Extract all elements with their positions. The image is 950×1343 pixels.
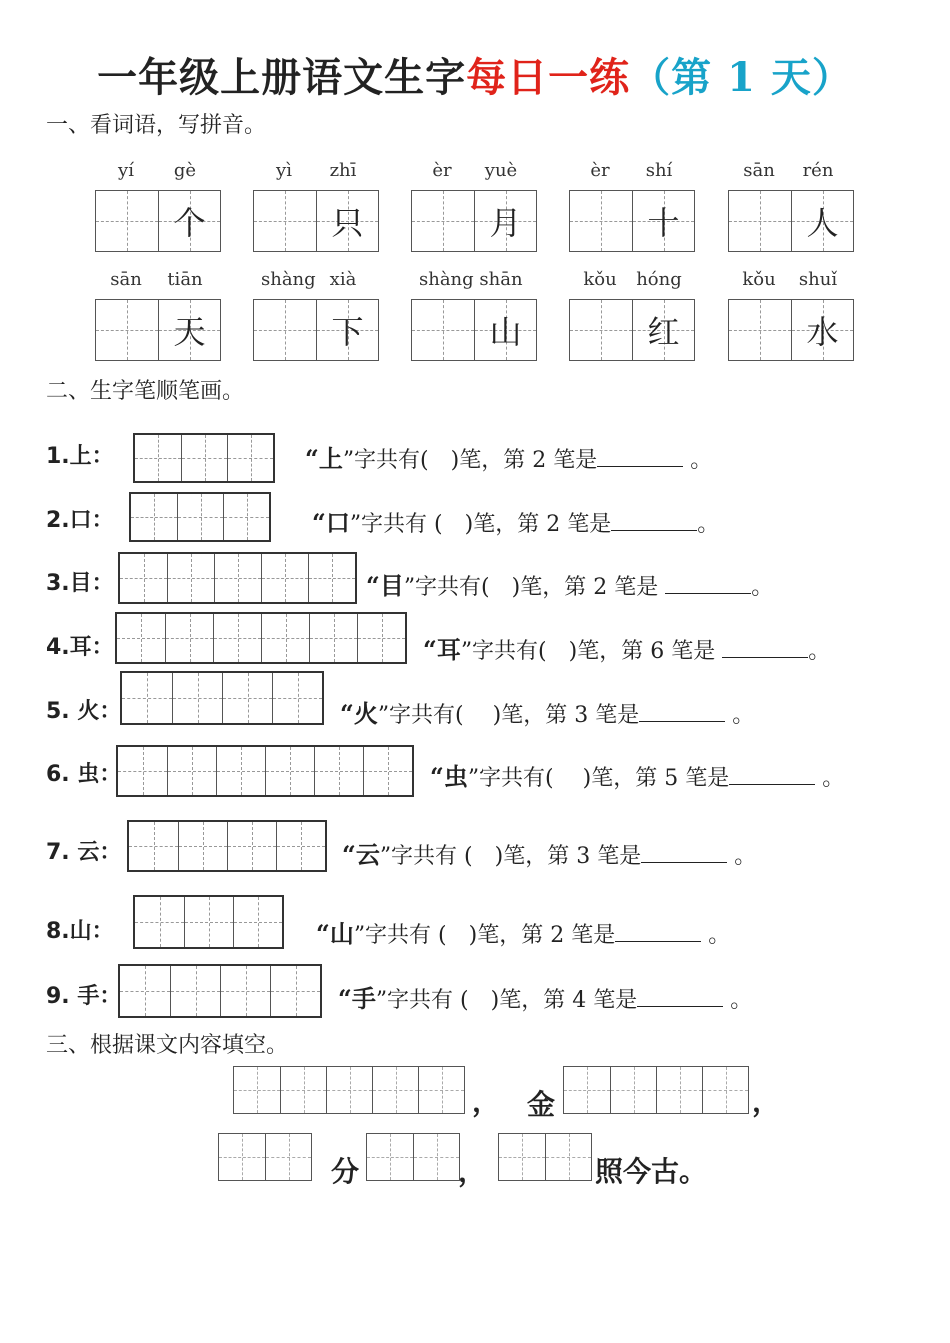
writing-box[interactable]: [728, 190, 854, 252]
pinyin: shān: [479, 269, 523, 290]
guide-line: [437, 1134, 438, 1180]
grid-cell[interactable]: [276, 822, 325, 870]
pinyin: èr: [432, 160, 452, 181]
comma: ，: [458, 1155, 487, 1188]
pinyin: yuè: [484, 160, 518, 181]
char-cell: [316, 300, 378, 360]
blank-cell[interactable]: [254, 191, 316, 251]
guide-line: [396, 1067, 397, 1113]
stroke-grid[interactable]: [133, 433, 275, 483]
comma: ，: [752, 1085, 781, 1118]
guide-line: [601, 191, 602, 251]
question-end: 。: [683, 448, 713, 473]
question-mid: ”字共有( )笔，第 2 笔是: [342, 448, 598, 473]
stroke-grid[interactable]: [127, 820, 327, 872]
question-mid: ”字共有 ( )笔，第 2 笔是: [349, 512, 612, 537]
guide-line: [304, 1067, 305, 1113]
char-cell: [632, 191, 694, 251]
text-end: 照今古。: [595, 1155, 708, 1188]
grid-cell[interactable]: [172, 673, 222, 723]
fill-grid[interactable]: [233, 1066, 465, 1114]
grid-cell[interactable]: [216, 747, 265, 795]
blank-cell[interactable]: [96, 300, 158, 360]
guide-line: [141, 614, 142, 662]
guide-line: [285, 300, 286, 360]
grid-cell[interactable]: [227, 435, 273, 481]
char-cell: [474, 191, 536, 251]
question-text: [340, 694, 754, 729]
char-cell: [791, 300, 853, 360]
pinyin: shuǐ: [798, 269, 838, 290]
guide-line: [760, 191, 761, 251]
guide-line: [238, 554, 239, 602]
pinyin: shí: [645, 160, 673, 181]
guide-line: [290, 747, 291, 795]
guide-line: [238, 614, 239, 662]
character: 下: [331, 313, 364, 351]
guide-line: [205, 435, 206, 481]
guide-line: [350, 1067, 351, 1113]
guide-line: [634, 1067, 635, 1113]
pinyin: tiān: [167, 269, 203, 290]
grid-cell[interactable]: [280, 1067, 326, 1113]
guide-line: [332, 554, 333, 602]
grid-cell[interactable]: [270, 966, 320, 1016]
grid-cell[interactable]: [220, 966, 270, 1016]
open-quote: “: [340, 699, 354, 728]
grid-cell[interactable]: [165, 614, 213, 662]
grid-cell[interactable]: [265, 747, 314, 795]
guide-line: [127, 191, 128, 251]
writing-box[interactable]: [411, 190, 537, 252]
guide-line: [190, 614, 191, 662]
target-char: 火: [353, 699, 378, 728]
target-char: 耳: [436, 635, 461, 664]
character: 十: [647, 204, 680, 242]
guide-line: [760, 300, 761, 360]
grid-cell[interactable]: [118, 747, 167, 795]
section3-heading: 三、根据课文内容填空。: [46, 1033, 289, 1058]
grid-cell[interactable]: [213, 614, 261, 662]
question-text: [366, 566, 773, 601]
grid-cell[interactable]: [117, 614, 165, 662]
answer-blank[interactable]: [665, 573, 751, 594]
grid-cell[interactable]: [227, 822, 276, 870]
guide-line: [154, 822, 155, 870]
pinyin: shàng: [261, 269, 316, 290]
grid-cell[interactable]: [545, 1134, 591, 1180]
grid-cell[interactable]: [184, 897, 233, 947]
writing-box[interactable]: [253, 190, 379, 252]
stroke-grid[interactable]: [115, 612, 407, 664]
guide-line: [298, 673, 299, 723]
blank-cell[interactable]: [254, 300, 316, 360]
char-cell: [158, 300, 220, 360]
blank-cell[interactable]: [412, 300, 474, 360]
row-label: 4.耳：: [46, 635, 114, 660]
grid-cell[interactable]: [135, 897, 184, 947]
guide-line: [388, 747, 389, 795]
guide-line: [569, 1134, 570, 1180]
pinyin: yì: [276, 160, 292, 181]
grid-cell[interactable]: [233, 897, 282, 947]
target-char: 云: [355, 840, 380, 869]
question-end: 。: [701, 923, 731, 948]
guide-line: [443, 300, 444, 360]
stroke-grid[interactable]: [133, 895, 284, 949]
pinyin: rén: [802, 160, 834, 181]
char-cell: [791, 191, 853, 251]
question-text: [316, 914, 730, 949]
guide-line: [191, 554, 192, 602]
answer-blank[interactable]: [639, 701, 725, 722]
row-label: 9. 手：: [46, 984, 122, 1009]
blank-cell[interactable]: [729, 191, 791, 251]
writing-box[interactable]: [95, 190, 221, 252]
grid-cell[interactable]: [135, 435, 181, 481]
pinyin: zhī: [329, 160, 357, 181]
stroke-grid[interactable]: [118, 964, 322, 1018]
writing-box[interactable]: [569, 190, 695, 252]
question-mid: ”字共有 ( )笔，第 3 笔是: [379, 844, 642, 869]
question-mid: ”字共有 ( )笔，第 4 笔是: [375, 988, 638, 1013]
guide-line: [286, 614, 287, 662]
grid-cell[interactable]: [413, 1134, 459, 1180]
grid-cell[interactable]: [167, 747, 216, 795]
guide-line: [198, 673, 199, 723]
guide-line: [257, 1067, 258, 1113]
pinyin: gè: [173, 160, 197, 181]
pinyin: yí: [118, 160, 134, 181]
guide-line: [726, 1067, 727, 1113]
char-cell: [316, 191, 378, 251]
grid-cell[interactable]: [265, 1134, 311, 1180]
guide-line: [382, 614, 383, 662]
grid-cell[interactable]: [564, 1067, 610, 1113]
guide-line: [251, 435, 252, 481]
answer-blank[interactable]: [722, 637, 808, 658]
grid-cell[interactable]: [181, 435, 227, 481]
answer-blank[interactable]: [641, 842, 727, 863]
question-end: 。: [808, 639, 831, 664]
guide-line: [680, 1067, 681, 1113]
answer-blank[interactable]: [637, 986, 723, 1007]
question-end: 。: [723, 988, 753, 1013]
question-end: 。: [725, 703, 755, 728]
target-char: 手: [351, 984, 376, 1013]
grid-cell[interactable]: [120, 554, 167, 602]
writing-box[interactable]: [253, 299, 379, 361]
guide-line: [192, 747, 193, 795]
guide-line: [248, 673, 249, 723]
guide-line: [285, 554, 286, 602]
guide-line: [209, 897, 210, 947]
character: 只: [331, 204, 364, 242]
guide-line: [158, 435, 159, 481]
grid-cell[interactable]: [223, 494, 269, 540]
grid-cell[interactable]: [499, 1134, 545, 1180]
row-label: 8.山：: [46, 919, 114, 944]
question-end: 。: [751, 575, 774, 600]
writing-box[interactable]: [728, 299, 854, 361]
guide-line: [246, 966, 247, 1016]
character: 人: [806, 204, 839, 242]
stroke-grid[interactable]: [120, 671, 324, 725]
grid-cell[interactable]: [357, 614, 405, 662]
blank-cell[interactable]: [729, 300, 791, 360]
grid-cell[interactable]: [178, 822, 227, 870]
pinyin: kǒu: [742, 269, 776, 290]
fill-grid[interactable]: [366, 1133, 460, 1181]
open-quote: “: [316, 919, 330, 948]
blank-cell[interactable]: [570, 191, 632, 251]
row-label: 7. 云：: [46, 840, 122, 865]
guide-line: [196, 966, 197, 1016]
grid-cell[interactable]: [326, 1067, 372, 1113]
answer-blank[interactable]: [729, 764, 815, 785]
title-part1: 一年级上册语文生字: [97, 54, 467, 101]
stroke-grid[interactable]: [116, 745, 414, 797]
question-mid: ”字共有( )笔，第 2 笔是: [403, 575, 666, 600]
stroke-grid[interactable]: [118, 552, 357, 604]
char-cell: [474, 300, 536, 360]
guide-line: [154, 494, 155, 540]
page-title: [0, 46, 950, 103]
blank-cell[interactable]: [412, 191, 474, 251]
guide-line: [201, 494, 202, 540]
grid-cell[interactable]: [234, 1067, 280, 1113]
pinyin: èr: [590, 160, 610, 181]
grid-cell[interactable]: [309, 614, 357, 662]
guide-line: [258, 897, 259, 947]
answer-blank[interactable]: [597, 446, 683, 467]
pinyin: hóng: [636, 269, 682, 290]
grid-cell[interactable]: [610, 1067, 656, 1113]
grid-cell[interactable]: [131, 494, 177, 540]
guide-line: [339, 747, 340, 795]
char-cell: [158, 191, 220, 251]
question-text: [430, 757, 844, 792]
target-char: 虫: [443, 762, 468, 791]
open-quote: “: [366, 571, 380, 600]
writing-box[interactable]: [569, 299, 695, 361]
guide-line: [241, 747, 242, 795]
pinyin: sān: [743, 160, 775, 181]
pinyin: shàng: [419, 269, 474, 290]
guide-line: [296, 966, 297, 1016]
comma: ，: [472, 1085, 501, 1118]
question-end: 。: [727, 844, 757, 869]
grid-cell[interactable]: [129, 822, 178, 870]
answer-blank[interactable]: [611, 510, 697, 531]
grid-cell[interactable]: [122, 673, 172, 723]
grid-cell[interactable]: [219, 1134, 265, 1180]
guide-line: [143, 747, 144, 795]
character: 山: [489, 313, 522, 351]
fill-grid[interactable]: [563, 1066, 749, 1114]
guide-line: [301, 822, 302, 870]
guide-line: [247, 494, 248, 540]
question-mid: ”字共有( )笔，第 6 笔是: [460, 639, 723, 664]
grid-cell[interactable]: [702, 1067, 748, 1113]
target-char: 目: [379, 571, 404, 600]
pinyin: sān: [110, 269, 142, 290]
guide-line: [334, 614, 335, 662]
question-text: [312, 503, 719, 538]
open-quote: “: [312, 508, 326, 537]
grid-cell[interactable]: [367, 1134, 413, 1180]
grid-cell[interactable]: [261, 614, 309, 662]
character: 天: [173, 313, 206, 351]
row-label: 1.上：: [46, 444, 114, 469]
character: 红: [647, 313, 680, 351]
grid-cell[interactable]: [314, 747, 363, 795]
stroke-grid[interactable]: [129, 492, 271, 542]
guide-line: [522, 1134, 523, 1180]
guide-line: [285, 191, 286, 251]
question-text: [305, 439, 712, 474]
blank-cell[interactable]: [96, 191, 158, 251]
writing-box[interactable]: [95, 299, 221, 361]
title-part2: 每日一练: [466, 54, 631, 101]
question-end: 。: [697, 512, 720, 537]
question-mid: ”字共有( )笔，第 5 笔是: [467, 766, 730, 791]
character: 个: [173, 204, 206, 242]
text-jin: 金: [527, 1088, 556, 1121]
fill-grid[interactable]: [498, 1133, 592, 1181]
row-label: 6. 虫：: [46, 762, 122, 787]
guide-line: [242, 1134, 243, 1180]
section1-heading: 一、看词语，写拼音。: [46, 113, 267, 138]
writing-box[interactable]: [411, 299, 537, 361]
open-quote: “: [423, 635, 437, 664]
question-text: [338, 979, 752, 1014]
question-text: [423, 630, 830, 665]
question-mid: ”字共有( )笔，第 3 笔是: [377, 703, 640, 728]
target-char: 山: [329, 919, 354, 948]
guide-line: [144, 554, 145, 602]
guide-line: [203, 822, 204, 870]
open-quote: “: [342, 840, 356, 869]
pinyin: kǒu: [583, 269, 617, 290]
character: 月: [489, 204, 522, 242]
grid-cell[interactable]: [372, 1067, 418, 1113]
text-fen: 分: [331, 1155, 360, 1188]
guide-line: [390, 1134, 391, 1180]
question-end: 。: [815, 766, 845, 791]
guide-line: [587, 1067, 588, 1113]
grid-cell[interactable]: [170, 966, 220, 1016]
blank-cell[interactable]: [570, 300, 632, 360]
grid-cell[interactable]: [167, 554, 214, 602]
title-part3: （第 1 天）: [630, 54, 853, 101]
grid-cell[interactable]: [177, 494, 223, 540]
guide-line: [127, 300, 128, 360]
grid-cell[interactable]: [363, 747, 412, 795]
open-quote: “: [305, 444, 319, 473]
row-label: 3.目：: [46, 571, 114, 596]
guide-line: [145, 966, 146, 1016]
guide-line: [160, 897, 161, 947]
section2-heading: 二、生字笔顺笔画。: [46, 379, 245, 404]
guide-line: [147, 673, 148, 723]
fill-grid[interactable]: [218, 1133, 312, 1181]
guide-line: [289, 1134, 290, 1180]
question-text: [342, 835, 756, 870]
row-label: 2.口：: [46, 508, 114, 533]
open-quote: “: [430, 762, 444, 791]
grid-cell[interactable]: [418, 1067, 464, 1113]
pinyin: xià: [329, 269, 357, 290]
grid-cell[interactable]: [656, 1067, 702, 1113]
open-quote: “: [338, 984, 352, 1013]
grid-cell[interactable]: [222, 673, 272, 723]
grid-cell[interactable]: [214, 554, 261, 602]
target-char: 上: [318, 444, 343, 473]
row-label: 5. 火：: [46, 699, 122, 724]
guide-line: [601, 300, 602, 360]
grid-cell[interactable]: [120, 966, 170, 1016]
grid-cell[interactable]: [308, 554, 355, 602]
guide-line: [442, 1067, 443, 1113]
grid-cell[interactable]: [261, 554, 308, 602]
answer-blank[interactable]: [615, 921, 701, 942]
character: 水: [806, 313, 839, 351]
target-char: 口: [325, 508, 350, 537]
char-cell: [632, 300, 694, 360]
question-mid: ”字共有 ( )笔，第 2 笔是: [353, 923, 616, 948]
grid-cell[interactable]: [272, 673, 322, 723]
guide-line: [252, 822, 253, 870]
guide-line: [443, 191, 444, 251]
